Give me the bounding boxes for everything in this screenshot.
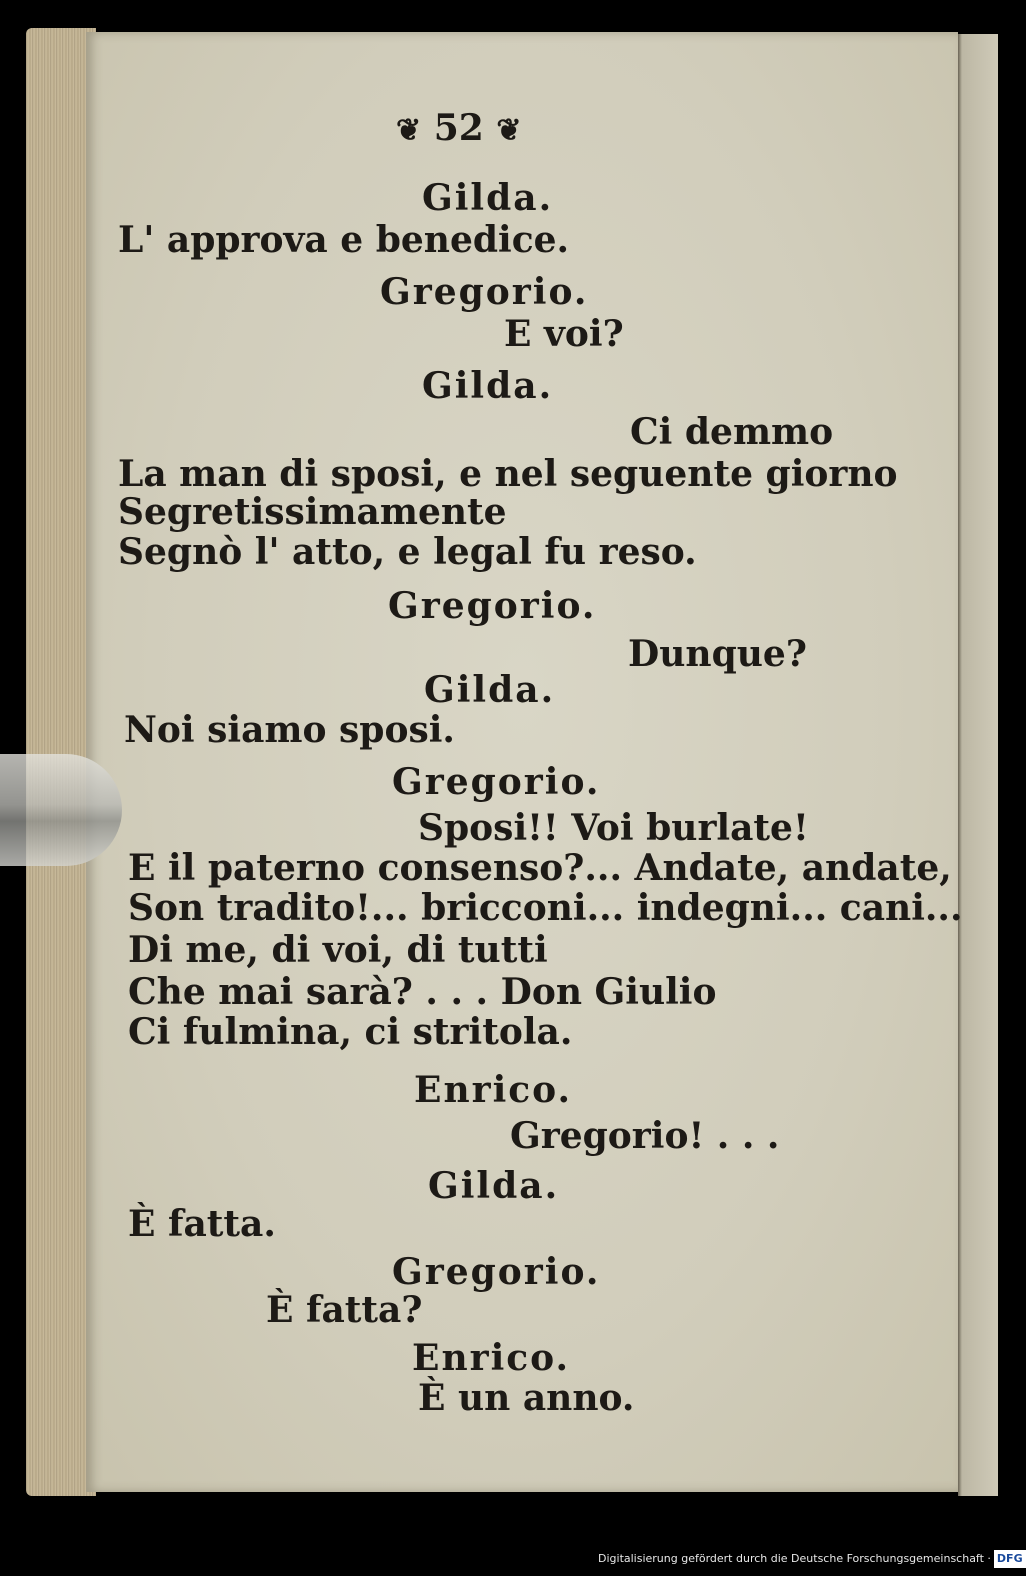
- verse-line: Segretissimamente: [118, 491, 507, 533]
- speaker-label: Gilda.: [422, 177, 554, 219]
- verse-line: Sposi!! Voi burlate!: [418, 807, 809, 849]
- page-header: [396, 106, 521, 153]
- ornament-right-icon: ❦: [496, 113, 522, 148]
- speaker-label: Gilda.: [424, 669, 556, 711]
- digitization-credit: [598, 1550, 1026, 1568]
- facing-page-edge: [958, 34, 998, 1496]
- speaker-label: Gregorio.: [388, 585, 597, 627]
- verse-line: Segnò l' atto, e legal fu reso.: [118, 531, 697, 573]
- verse-line: È fatta?: [266, 1289, 423, 1331]
- verse-line: E voi?: [504, 313, 624, 355]
- page-number: 52: [433, 107, 484, 149]
- page-holder-clip: [0, 754, 122, 866]
- verse-line: Son tradito!... bricconi... indegni... cani...: [128, 887, 963, 929]
- credit-text: Digitalisierung gefördert durch die Deutsche Forschungsgemeinschaft ·: [598, 1552, 991, 1565]
- verse-line: L' approva e benedice.: [118, 219, 570, 261]
- speaker-label: Gilda.: [422, 365, 554, 407]
- verse-line: Di me, di voi, di tutti: [128, 929, 548, 971]
- verse-line: Ci fulmina, ci stritola.: [128, 1011, 573, 1053]
- speaker-label: Enrico.: [414, 1069, 573, 1111]
- speaker-label: Gilda.: [428, 1165, 560, 1207]
- verse-line: Noi siamo sposi.: [124, 709, 455, 751]
- verse-line: Che mai sarà? . . . Don Giulio: [128, 971, 717, 1013]
- dfg-logo-icon: DFG: [994, 1550, 1026, 1568]
- speaker-label: Enrico.: [412, 1337, 571, 1379]
- verse-line: E il paterno consenso?... Andate, andate,: [128, 847, 952, 889]
- verse-line: Dunque?: [628, 633, 807, 675]
- speaker-label: Gregorio.: [380, 271, 589, 313]
- speaker-label: Gregorio.: [392, 761, 601, 803]
- speaker-label: Gregorio.: [392, 1251, 601, 1293]
- verse-line: La man di sposi, e nel seguente giorno: [118, 453, 898, 495]
- ornament-left-icon: ❦: [396, 113, 422, 148]
- verse-line: Gregorio! . . .: [510, 1115, 780, 1157]
- verse-line: È un anno.: [418, 1377, 635, 1419]
- verse-line: Ci demmo: [630, 411, 834, 453]
- verse-line: È fatta.: [128, 1203, 276, 1245]
